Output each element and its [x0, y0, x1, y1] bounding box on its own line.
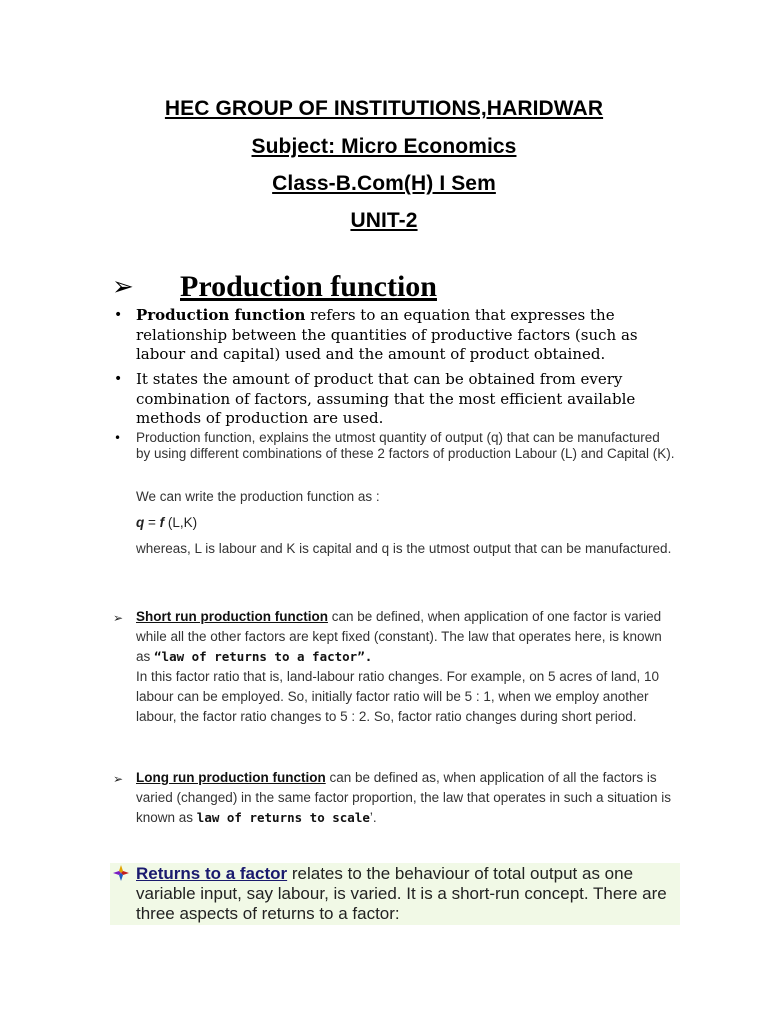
long-run-tail: ’.	[369, 810, 377, 825]
bullet-icon: •	[114, 371, 123, 387]
definition-text: refers to an equation that expresses the relationship between the quantities of productive factors (such as labour and capital) used and the amount of product obtained.	[136, 306, 638, 363]
formula-f: f	[159, 515, 165, 530]
compass-star-icon	[112, 864, 130, 882]
returns-text: relates to the behaviour of total output as one variable input, say labour, is varied. It is a short-run concept. There are three aspects of returns to a factor:	[136, 864, 667, 923]
long-run-text: can be defined as, when application of all the factors is varied (changed) in the same factor proportion, the law that operates in such a situation is known as	[136, 770, 672, 825]
arrow-bullet-icon: ➢	[113, 772, 124, 786]
section-heading: Production function	[180, 270, 437, 303]
short-run-example: In this factor ratio that is, land-labour ratio changes. For example, on 5 acres of land, 10 labour can be employed. So, initially factor ratio will be 5 : 1, when we employ another labour, the factor ratio changes to 5 : 2. So, factor ratio changes during short period.	[136, 669, 660, 724]
formula-explanation: whereas, L is labour and K is capital and q is the utmost output that can be manufactured.	[136, 541, 672, 556]
subject-title: Subject: Micro Economics	[251, 135, 517, 158]
short-run-text: can be defined, when application of one factor is varied while all the other factors are kept fixed (constant). The law that operates here, is known as	[136, 609, 662, 664]
definition-paragraph	[136, 306, 686, 365]
explanation-paragraph: Production function, explains the utmost quantity of output (q) that can be manufactured by using different combinations of these 2 factors of production Labour (L) and Capital (K).	[136, 430, 675, 461]
short-run-title: Short run production function	[136, 609, 328, 624]
returns-title: Returns to a factor	[136, 864, 288, 883]
formula-intro: We can write the production function as :	[136, 489, 380, 504]
class-title: Class-B.Com(H) I Sem	[272, 172, 496, 195]
arrow-bullet-icon: ➢	[113, 611, 124, 625]
unit-title: UNIT-2	[350, 209, 418, 232]
formula-line	[136, 515, 676, 531]
long-run-law: law of returns to scale	[196, 810, 370, 825]
bullet-icon: •	[114, 431, 122, 445]
statement-paragraph: It states the amount of product that can be obtained from every combination of factors, assuming that the most efficient available methods of production are used.	[136, 370, 636, 427]
formula-eq: =	[144, 515, 160, 530]
short-run-law: “law of returns to a factor”.	[154, 649, 373, 664]
long-run-paragraph	[136, 768, 676, 828]
formula-q: q	[136, 515, 145, 530]
formula-args: (L,K)	[164, 515, 198, 530]
bullet-icon: •	[114, 307, 123, 323]
arrow-bullet-icon: ➢	[112, 272, 134, 302]
short-run-paragraph	[136, 607, 676, 727]
long-run-title: Long run production function	[136, 770, 326, 785]
definition-term: Production function	[136, 306, 306, 324]
returns-paragraph	[136, 864, 676, 924]
institution-title: HEC GROUP OF INSTITUTIONS,HARIDWAR	[164, 97, 604, 120]
